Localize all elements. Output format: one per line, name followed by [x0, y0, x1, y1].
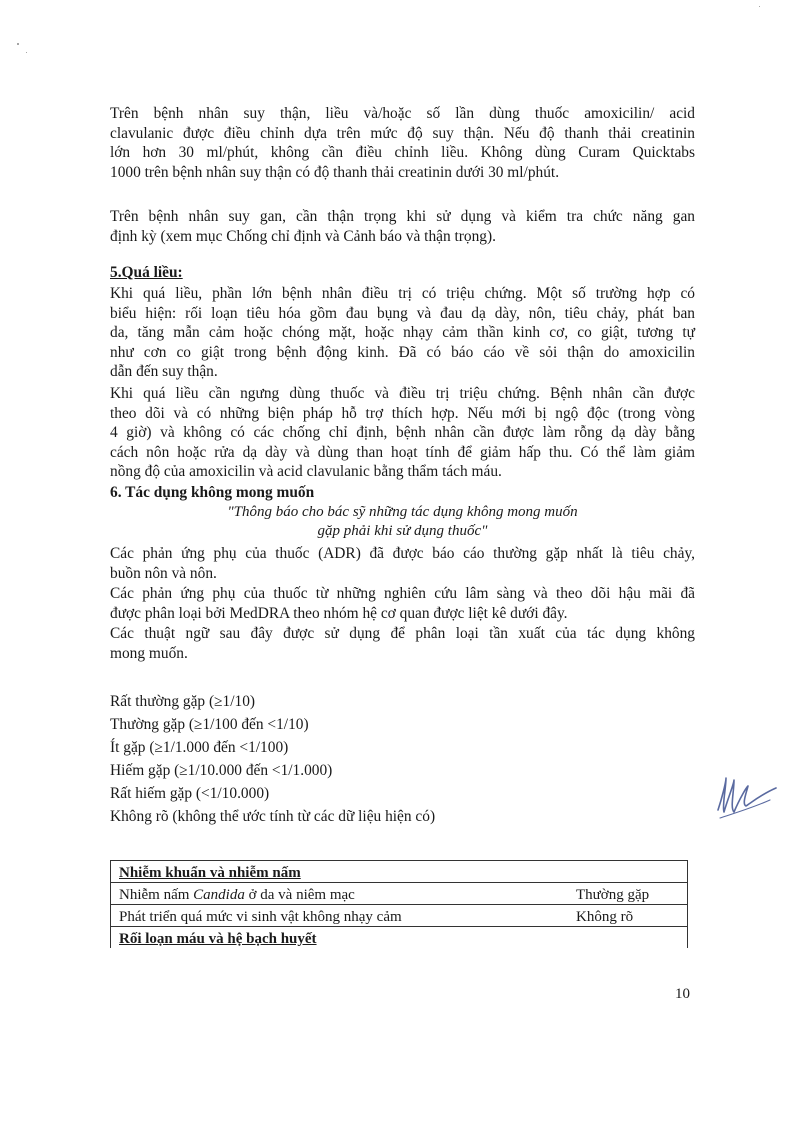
reaction-text: ở da và niêm mạc — [244, 887, 355, 903]
overdose-treatment-paragraph — [110, 384, 695, 482]
text-line: như cơn co giật trong bệnh động kinh. Đã có báo cáo về sỏi thận do amoxicilin — [110, 343, 695, 361]
text-line: buồn nôn và nôn. — [110, 564, 217, 582]
text-line: da, tăng mẫn cảm hoặc chóng mặt, hoặc nhạy cảm thần kinh cơ, co giật, tương tự — [110, 324, 695, 341]
overdose-heading: 5.Quá liều: — [110, 264, 183, 281]
side-effects-notice — [110, 503, 695, 541]
reaction-text: Nhiễm nấm — [119, 887, 194, 903]
text-line: nồng độ của amoxicilin và acid clavulanic bằng thẩm tách máu. — [110, 463, 502, 480]
list-item: Ít gặp (≥1/1.000 đến <1/100) — [110, 739, 289, 756]
text-line: mong muốn. — [110, 644, 188, 662]
text-line: được phân loại bởi MedDRA theo nhóm hệ cơ quan được liệt kê dưới đây. — [110, 604, 568, 622]
text-line: Khi quá liều cần ngưng dùng thuốc và điều trị triệu chứng. Bệnh nhân cần được — [110, 385, 695, 402]
common-adr-paragraph — [110, 544, 695, 583]
signature-icon — [712, 768, 782, 828]
frequency-terms-paragraph — [110, 624, 695, 663]
text-line: dẫn đến suy thận. — [110, 363, 218, 380]
scan-speck — [17, 43, 19, 45]
hepatic-dosage-paragraph — [110, 207, 695, 246]
list-item: Thường gặp (≥1/100 đến <1/10) — [110, 716, 309, 733]
frequency-cell: Không rõ — [568, 905, 688, 927]
text-line: clavulanic được điều chỉnh dựa trên mức độ suy thận. Nếu độ thanh thải creatinin — [110, 124, 695, 142]
text-line: lớn hơn 30 ml/phút, không cần điều chỉnh liều. Không dùng Curam Quicktabs — [110, 144, 695, 161]
text-line: Trên bệnh nhân suy thận, liều và/hoặc số lần dùng thuốc amoxicilin/ acid — [110, 105, 695, 122]
renal-dosage-paragraph — [110, 104, 695, 182]
text-line: Các phản ứng phụ của thuốc từ những nghiên cứu lâm sàng và theo dõi hậu mãi đã — [110, 585, 695, 602]
text-line: "Thông báo cho bác sỹ những tác dụng không mong muốn — [227, 504, 578, 520]
overdose-symptoms-paragraph — [110, 284, 695, 382]
text-line: Các thuật ngữ sau đây được sử dụng để phân loại tần xuất của tác dụng không — [110, 625, 695, 642]
frequency-list — [110, 690, 435, 828]
list-item: Không rõ (không thể ước tính từ các dữ liệu hiện có) — [110, 808, 436, 825]
text-line: cách nôn hoặc rửa dạ dày và dùng than hoạt tính để giảm hấp thu. Có thể làm giảm — [110, 443, 695, 461]
frequency-cell: Thường gặp — [568, 883, 688, 905]
group-header: Nhiễm khuẩn và nhiễm nấm — [111, 861, 688, 883]
text-line: Các phản ứng phụ của thuốc (ADR) đã được báo cáo thường gặp nhất là tiêu chảy, — [110, 545, 695, 562]
text-line: gặp phải khi sử dụng thuốc" — [317, 523, 488, 539]
text-line: Trên bệnh nhân suy gan, cần thận trọng khi sử dụng và kiểm tra chức năng gan — [110, 208, 695, 225]
page-number: 10 — [675, 986, 690, 1002]
side-effects-heading: 6. Tác dụng không mong muốn — [110, 484, 315, 501]
table-row — [111, 927, 688, 949]
table-row — [111, 905, 688, 927]
table-row — [111, 861, 688, 883]
scan-speck — [759, 6, 760, 7]
reaction-cell — [111, 883, 569, 905]
adr-table — [110, 860, 688, 948]
group-header: Rối loạn máu và hệ bạch huyết — [111, 927, 688, 949]
table-row — [111, 883, 688, 905]
text-line: theo dõi và có những biện pháp hỗ trợ thích hợp. Nếu mới bị ngộ độc (trong vòng — [110, 404, 695, 422]
meddra-paragraph — [110, 584, 695, 623]
list-item: Rất thường gặp (≥1/10) — [110, 693, 256, 710]
text-line: 4 giờ) và không có các chống chỉ định, bệnh nhân cần được làm rỗng dạ dày bằng — [110, 424, 695, 441]
scan-speck — [26, 52, 27, 53]
text-line: biểu hiện: rối loạn tiêu hóa gồm đau bụng và đau dạ dày, nôn, tiêu chảy, phát ban — [110, 304, 695, 322]
reaction-cell: Phát triển quá mức vi sinh vật không nhạy cảm — [111, 905, 569, 927]
text-line: Khi quá liều, phần lớn bệnh nhân điều trị có triệu chứng. Một số trường hợp có — [110, 285, 695, 302]
list-item: Rất hiếm gặp (<1/10.000) — [110, 785, 270, 802]
text-line: 1000 trên bệnh nhân suy thận có độ thanh thải creatinin dưới 30 ml/phút. — [110, 163, 560, 181]
reaction-organism: Candida — [193, 887, 245, 903]
list-item: Hiếm gặp (≥1/10.000 đến <1/1.000) — [110, 762, 333, 779]
text-line: định kỳ (xem mục Chống chỉ định và Cảnh báo và thận trọng). — [110, 227, 496, 245]
